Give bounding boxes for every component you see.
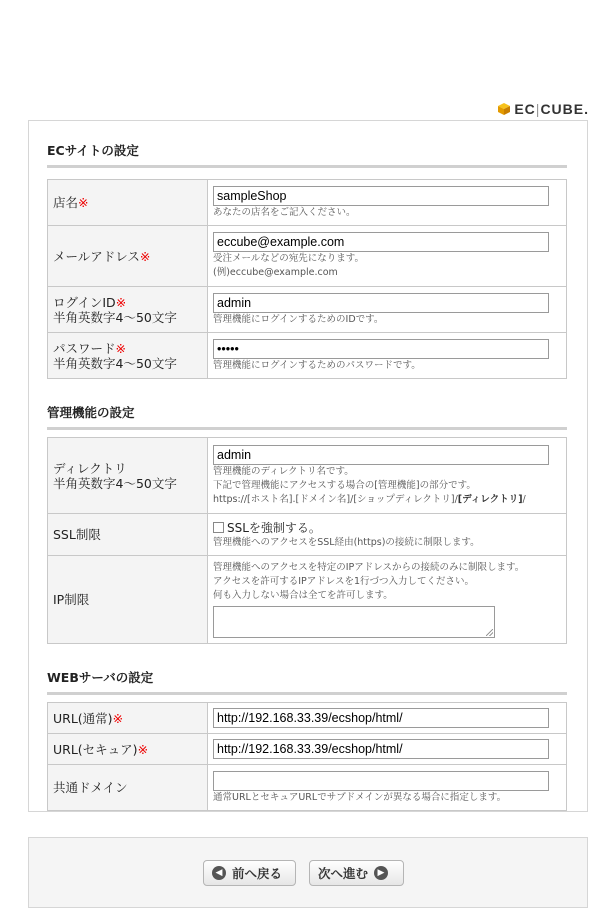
login-id-input[interactable]: admin — [213, 293, 549, 313]
domain-note: 通常URLとセキュアURLでサブドメインが異なる場合に指定します。 — [213, 791, 507, 803]
domain-label: 共通ドメイン — [48, 765, 208, 811]
password-label: パスワード※ 半角英数字4～50文字 — [48, 333, 208, 379]
email-example-note: (例)eccube@example.com — [213, 267, 338, 278]
ssl-checkbox-label[interactable]: SSLを強制する。 — [227, 521, 321, 535]
domain-input[interactable] — [213, 771, 549, 791]
directory-note: 管理機能のディレクトリ名です。 — [213, 465, 354, 477]
ip-label: IP制限 — [48, 556, 208, 644]
row-directory — [48, 438, 567, 514]
footer-button-bar — [28, 837, 588, 908]
login-id-label: ログインID※ 半角英数字4～50文字 — [48, 287, 208, 333]
url-secure-input[interactable]: http://192.168.33.39/ecshop/html/ — [213, 739, 549, 759]
ssl-label: SSL制限 — [48, 514, 208, 556]
row-ssl — [48, 514, 567, 556]
row-password — [48, 333, 567, 379]
ec-cube-logo: EC|CUBE. — [497, 100, 589, 118]
email-label: メールアドレス※ — [48, 226, 208, 287]
email-note: 受注メールなどの宛先になります。 — [213, 253, 365, 264]
directory-input[interactable]: admin — [213, 445, 549, 465]
cube-icon — [497, 102, 511, 116]
row-url — [48, 703, 567, 734]
section-title-web: WEBサーバの設定 — [47, 668, 567, 695]
row-ip — [48, 556, 567, 644]
row-login-id — [48, 287, 567, 333]
password-note: 管理機能にログインするためのパスワードです。 — [213, 359, 421, 371]
directory-label: ディレクトリ 半角英数字4～50文字 — [48, 438, 208, 514]
ssl-checkbox[interactable] — [213, 522, 224, 533]
shop-name-input[interactable]: sampleShop — [213, 186, 549, 206]
next-button[interactable] — [309, 860, 404, 886]
admin-settings-table — [47, 437, 567, 644]
row-domain — [48, 765, 567, 811]
site-settings-table — [47, 179, 567, 379]
web-settings-table — [47, 702, 567, 811]
arrow-left-icon: ◀ — [212, 866, 226, 880]
ip-note: 管理機能へのアクセスを特定のIPアドレスからの接続のみに制限します。 — [213, 562, 525, 573]
shop-name-note: あなたの店名をご記入ください。 — [213, 206, 356, 218]
ip-note-2: アクセスを許可するIPアドレスを1行づつ入力してください。 — [213, 576, 475, 587]
back-button-label: 前へ戻る — [232, 866, 283, 881]
section-title-site: ECサイトの設定 — [47, 141, 567, 168]
ssl-note: 管理機能へのアクセスをSSL経由(https)の接続に制限します。 — [213, 536, 480, 548]
url-label: URL(通常)※ — [48, 703, 208, 734]
shop-name-label: 店名※ — [48, 180, 208, 226]
email-input[interactable]: eccube@example.com — [213, 232, 549, 252]
settings-panel — [28, 120, 588, 812]
password-input[interactable]: ••••• — [213, 339, 549, 359]
url-input[interactable]: http://192.168.33.39/ecshop/html/ — [213, 708, 549, 728]
row-email — [48, 226, 567, 287]
next-button-label: 次へ進む — [318, 866, 369, 881]
section-title-admin: 管理機能の設定 — [47, 403, 567, 430]
row-shop-name — [48, 180, 567, 226]
back-button[interactable] — [203, 860, 296, 886]
resize-grip-icon[interactable] — [486, 629, 493, 636]
directory-path-note: https://[ホスト名].[ドメイン名]/[ショップディレクトリ]/[ディレクトリ]/ — [213, 493, 526, 505]
ssl-checkbox-row[interactable] — [213, 520, 561, 536]
arrow-right-icon: ▶ — [374, 866, 388, 880]
row-url-secure — [48, 734, 567, 765]
directory-note-2: 下記で管理機能にアクセスする場合の[管理機能]の部分です。 — [213, 479, 476, 491]
ip-textarea[interactable] — [213, 606, 495, 638]
url-secure-label: URL(セキュア)※ — [48, 734, 208, 765]
login-id-note: 管理機能にログインするためのIDです。 — [213, 313, 384, 325]
ip-note-3: 何も入力しない場合は全てを許可します。 — [213, 590, 393, 601]
